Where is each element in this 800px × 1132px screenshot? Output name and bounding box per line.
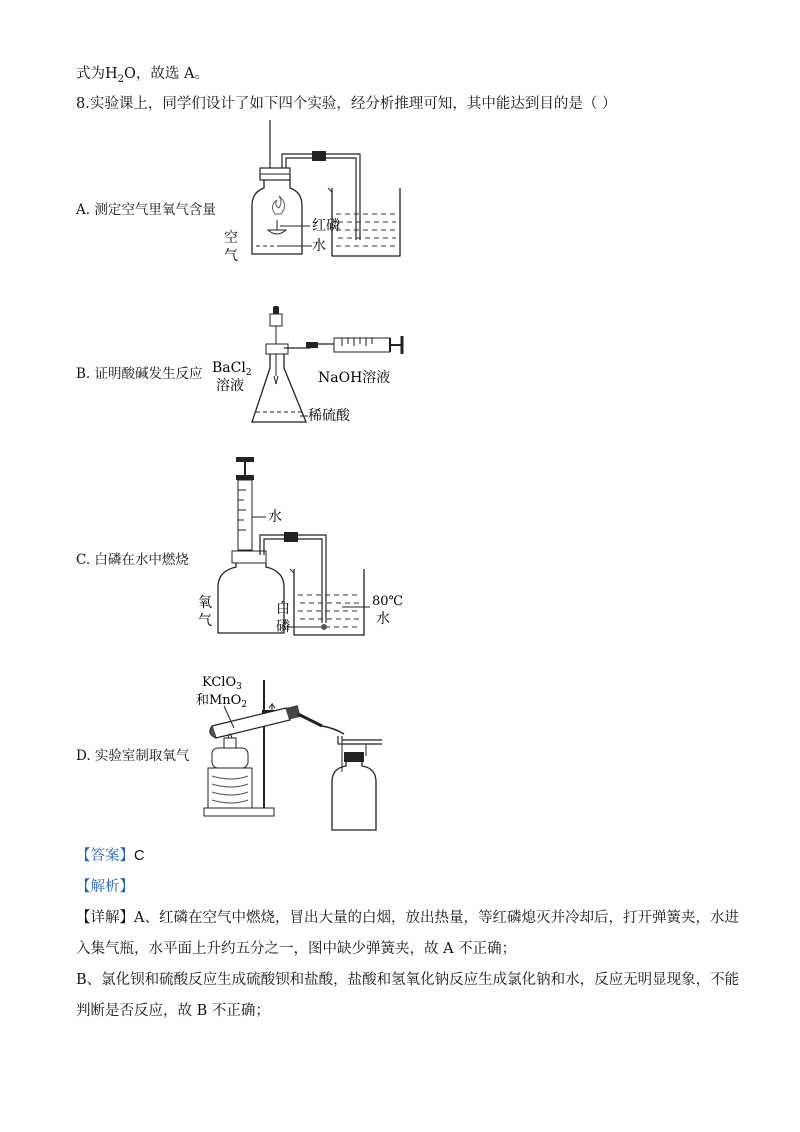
detail-tag: 【详解】 — [76, 910, 134, 926]
bacl-text: BaCl — [212, 360, 246, 376]
label-water-c: 水 — [268, 509, 282, 525]
analysis-tag: 【解析】 — [76, 879, 134, 895]
label-80c: 80℃ — [372, 594, 404, 609]
kclo-sub: 3 — [236, 682, 242, 692]
prev-text-1: 式为H — [76, 66, 118, 82]
answer-line — [76, 846, 144, 866]
label-oxygen-2: 气 — [198, 613, 212, 629]
label-mno2 — [196, 693, 247, 710]
label-oxygen-1: 氧 — [198, 595, 212, 611]
label-dilute-sulfuric-acid: 稀硫酸 — [308, 408, 350, 424]
label-white-1: 白 — [276, 601, 290, 617]
detail-line-3: B、氯化钡和硫酸反应生成硫酸钡和盐酸，盐酸和氢氧化钠反应生成氯化钠和水，反应无明显现象，不能 — [76, 972, 740, 988]
detail-line-2: 入集气瓶，水平面上升约五分之一，图中缺少弹簧夹，故 A 不正确； — [76, 941, 517, 957]
previous-answer-tail — [76, 64, 209, 90]
label-air-2: 气 — [224, 248, 238, 264]
detail-line-4: 判断是否反应，故 B 不正确； — [76, 1003, 270, 1019]
label-red-phosphorus-2: 磷 — [326, 218, 340, 234]
answer-tag: 【答案】 — [76, 848, 134, 864]
answer-value: C — [134, 848, 145, 864]
figure-a-oxygen-content — [220, 118, 410, 268]
option-b-label: B. 证明酸碱发生反应 — [76, 366, 203, 382]
option-c-label: C. 白磷在水中燃烧 — [76, 552, 189, 568]
prev-sub: 2 — [117, 73, 125, 85]
bacl-sub: 2 — [245, 368, 252, 378]
figure-c-white-phosphorus — [192, 455, 422, 640]
figure-b-acid-base — [210, 304, 410, 434]
kclo-text: KClO — [202, 675, 237, 690]
question-stem: 8.实验课上，同学们设计了如下四个实验，经分析推理可知，其中能达到目的是（ ） — [76, 96, 617, 112]
label-water-80: 水 — [376, 611, 390, 627]
label-bacl2 — [212, 360, 252, 378]
label-white-2: 磷 — [276, 619, 290, 635]
option-a-label: A. 测定空气里氧气含量 — [76, 202, 216, 218]
prev-text-2: O，故选 A。 — [124, 66, 209, 82]
option-d-label: D. 实验室制取氧气 — [76, 748, 190, 764]
label-naoh-solution: NaOH溶液 — [318, 370, 391, 386]
detail-text-1: A、红磷在空气中燃烧，冒出大量的白烟，放出热量，等红磷熄灭并冷却后，打开弹簧夹，水进 — [134, 910, 739, 926]
label-air-1: 空 — [224, 230, 238, 246]
mno-sub: 2 — [241, 700, 248, 710]
label-kclo3 — [202, 675, 242, 692]
label-water: 水 — [312, 238, 326, 254]
mno-text: 和MnO — [196, 693, 242, 708]
figure-d-oxygen-preparation — [194, 672, 394, 832]
label-bacl2-solution: 溶液 — [216, 378, 244, 394]
detail-line-1 — [76, 908, 739, 928]
label-red-phosphorus-1: 红 — [312, 218, 326, 234]
